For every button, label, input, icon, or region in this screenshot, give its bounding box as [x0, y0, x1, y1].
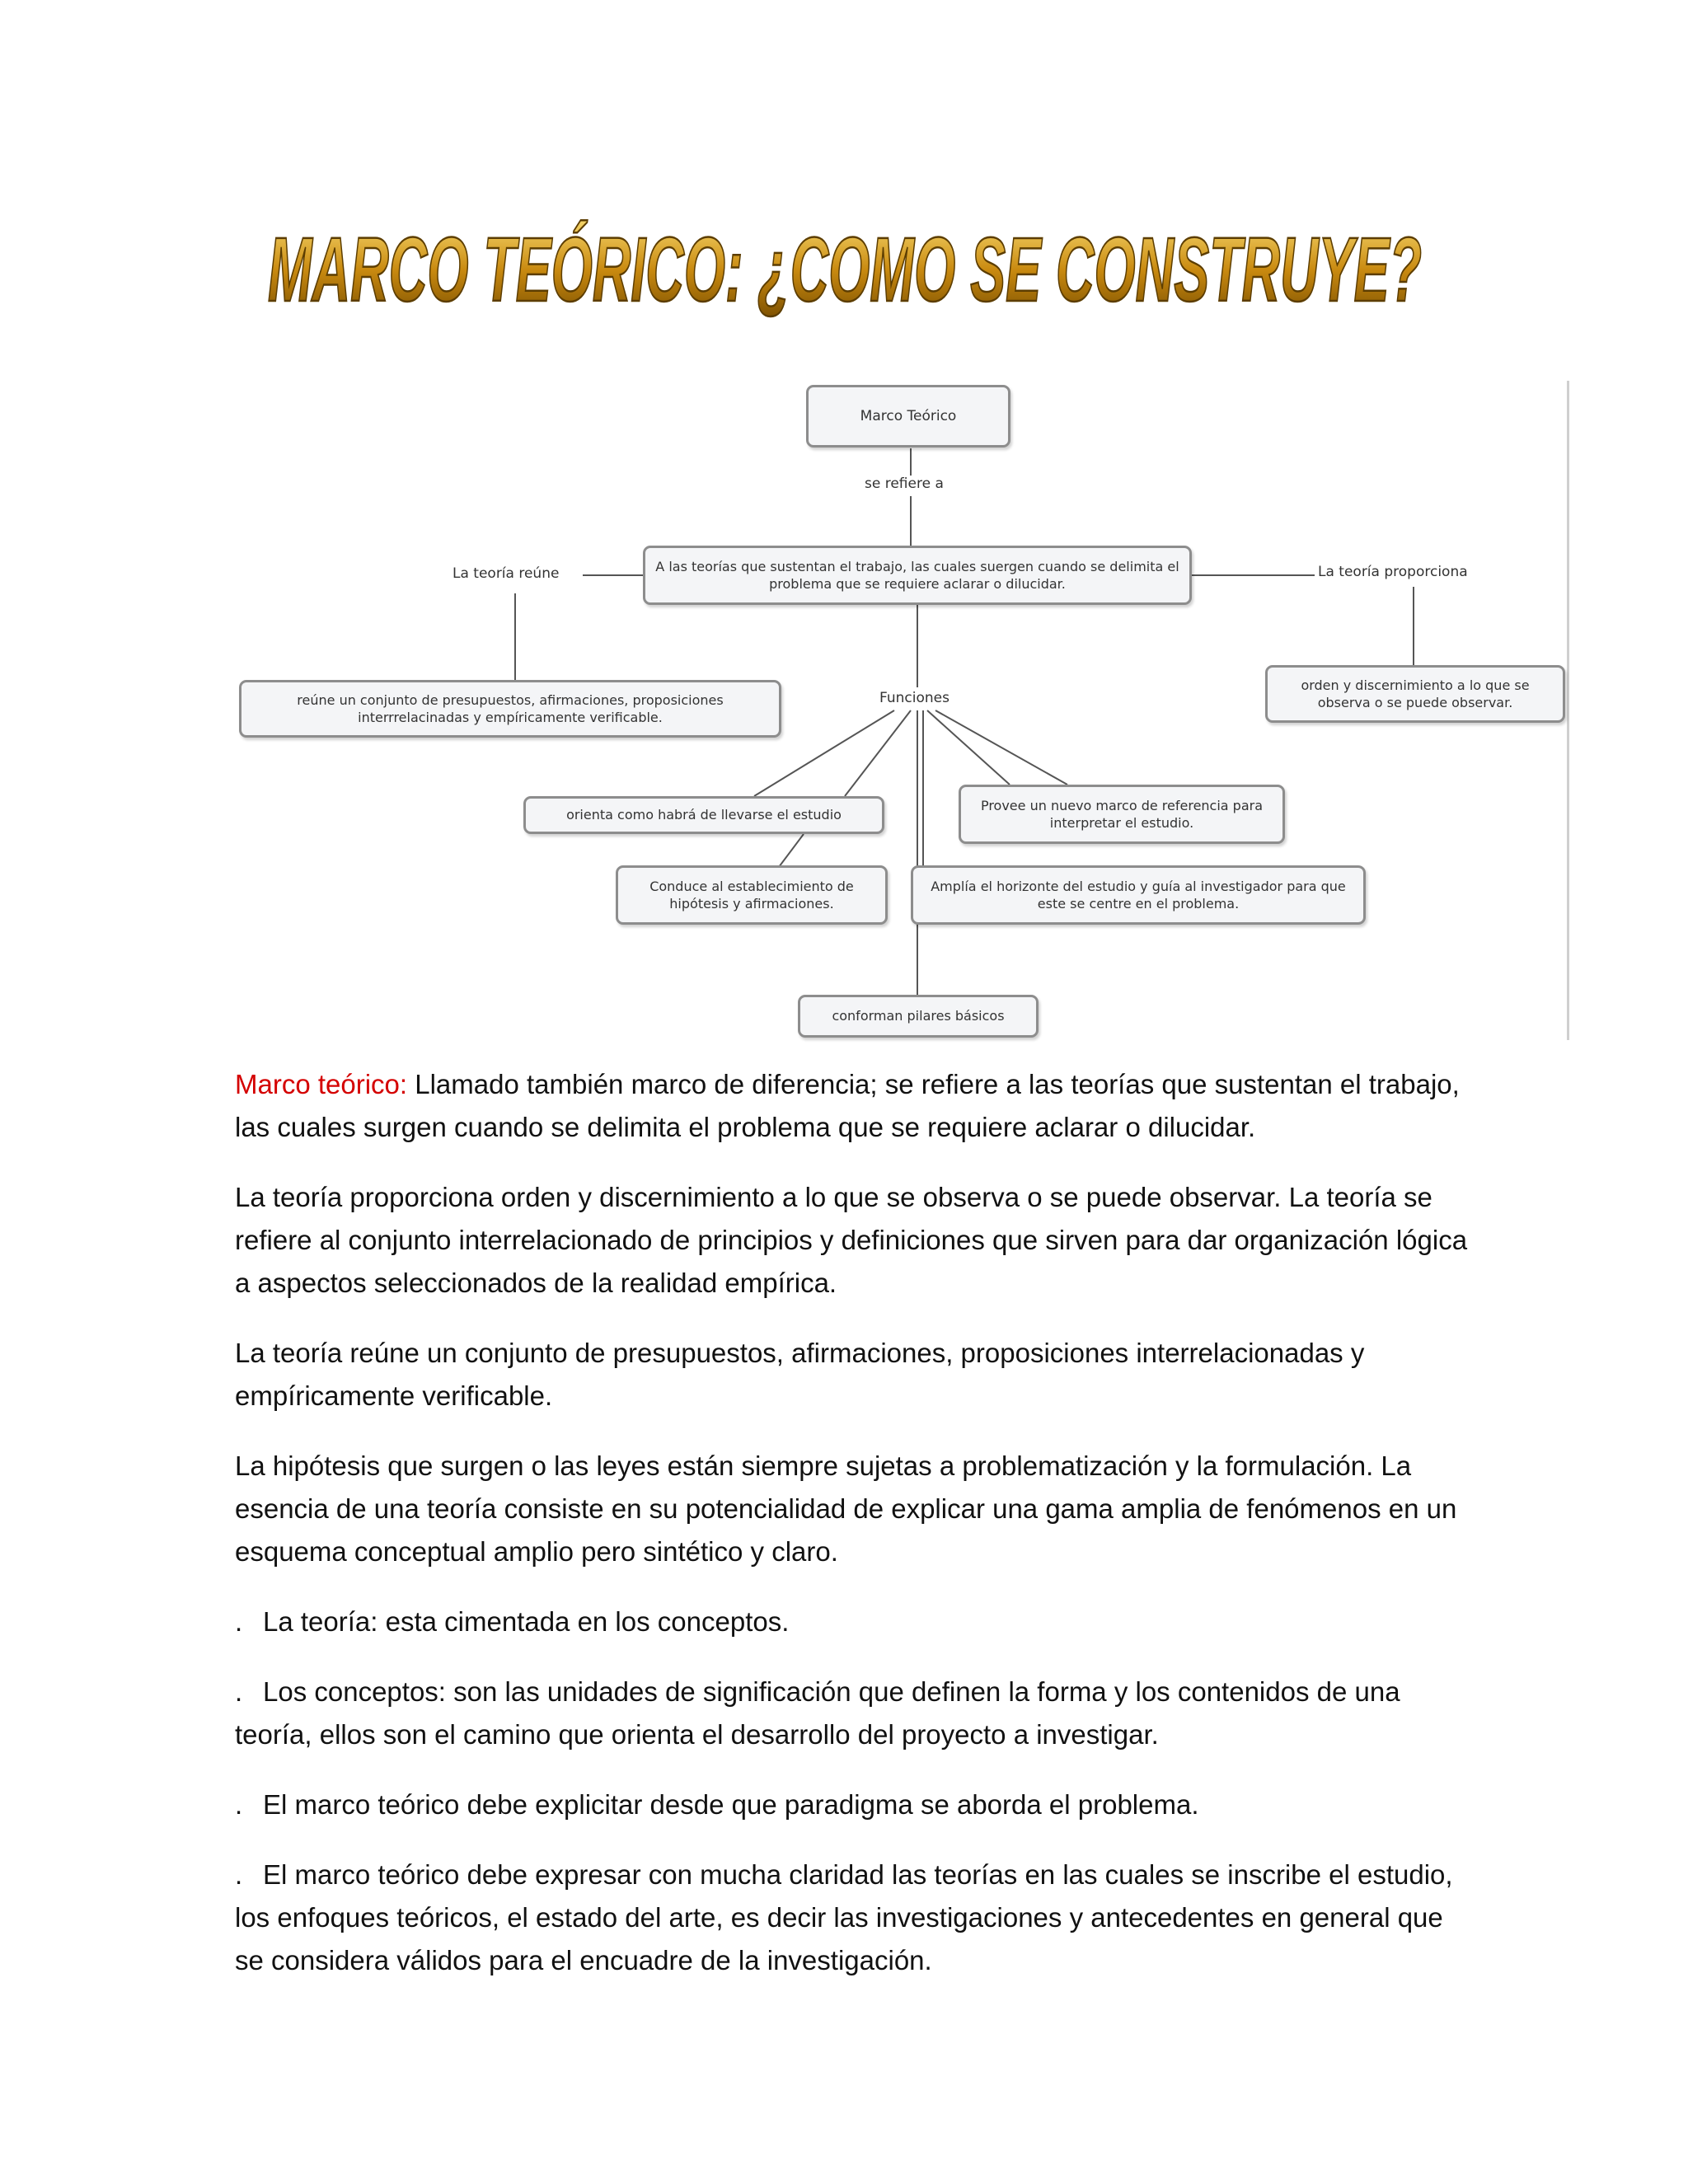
- node-orienta: orienta como habrá de llevarse el estudio: [523, 796, 884, 834]
- bullet-4: [235, 1854, 1471, 1982]
- bullet-2: [235, 1671, 1471, 1756]
- node-main-definition: A las teorías que sustentan el trabajo, las cuales suergen cuando se delimita el problema que se requiere aclarar o dilucidar.: [643, 546, 1192, 605]
- concept-map: [235, 381, 1566, 1040]
- bullet-mark: .: [235, 1789, 243, 1820]
- bullet-3-text: El marco teórico debe explicitar desde que paradigma se aborda el problema.: [263, 1789, 1199, 1820]
- diagram-right-border: [1567, 381, 1569, 1040]
- node-proporciona: orden y discernimiento a lo que se observa o se puede observar.: [1265, 665, 1565, 723]
- paragraph-1: [235, 1063, 1471, 1149]
- bullet-mark: .: [235, 1859, 243, 1890]
- node-provee: Provee un nuevo marco de referencia para interpretar el estudio.: [959, 785, 1285, 844]
- paragraph-1-rest: Llamado también marco de diferencia; se refiere a las teorías que sustentan el trabajo, las cuales surgen cuando se delimita el problema que se requiere aclarar o dilucidar.: [235, 1069, 1460, 1142]
- bullet-3: [235, 1783, 1471, 1826]
- node-conduce: Conduce al establecimiento de hipótesis y afirmaciones.: [616, 865, 888, 925]
- node-amplia: Amplía el horizonte del estudio y guía al investigador para que este se centre en el problema.: [911, 865, 1366, 925]
- line-f-provee-b: [935, 710, 1067, 785]
- label-funciones: Funciones: [876, 690, 953, 706]
- node-marco-teorico: Marco Teórico: [806, 385, 1010, 448]
- node-pilares: conforman pilares básicos: [798, 995, 1039, 1038]
- paragraph-1-lead: Marco teórico:: [235, 1069, 408, 1099]
- label-teoria-proporciona: La teoría proporciona: [1315, 564, 1471, 580]
- bullet-1-text: La teoría: esta cimentada en los conceptos.: [263, 1606, 790, 1637]
- line-f-provee-a: [927, 710, 1010, 785]
- bullet-mark: .: [235, 1676, 243, 1707]
- line-orienta-conduce: [779, 834, 804, 867]
- bullet-1: [235, 1601, 1471, 1643]
- bullet-2-text: Los conceptos: son las unidades de significación que definen la forma y los contenidos de una teoría, ellos son el camino que orienta el desarrollo del proyecto a investigar.: [235, 1676, 1400, 1750]
- title-text: MARCO TEÓRICO: ¿COMO SE CONSTRUYE?: [268, 219, 1422, 321]
- paragraph-3: La teoría reúne un conjunto de presupuestos, afirmaciones, proposiciones interrelacionadas y empíricamente verificable.: [235, 1338, 1365, 1411]
- body-text: [235, 1063, 1471, 2009]
- label-teoria-reune: La teoría reúne: [449, 565, 562, 582]
- paragraph-4: La hipótesis que surgen o las leyes están siempre sujetas a problematización y la formulación. La esencia de una teoría consiste en su potencialidad de explicar una gama amplia de fenómenos en un esquema conceptual amplio pero sintético y claro.: [235, 1451, 1457, 1567]
- line-f-orienta-b: [845, 710, 911, 796]
- title-wordart: [247, 194, 1442, 359]
- bullet-mark: .: [235, 1606, 243, 1637]
- page-title: [247, 194, 1442, 359]
- bullet-4-text: El marco teórico debe expresar con mucha claridad las teorías en las cuales se inscribe el estudio, los enfoques teóricos, el estado del arte, es decir las investigaciones y antecedentes en general que se considera válidos para el encuadre de la investigación.: [235, 1859, 1453, 1975]
- node-reune: reúne un conjunto de presupuestos, afirmaciones, proposiciones interrrelacinadas y empíricamente verificable.: [239, 680, 781, 738]
- paragraph-2: La teoría proporciona orden y discernimiento a lo que se observa o se puede observar. La teoría se refiere al conjunto interrelacionado de principios y definiciones que sirven para dar organización lógica a aspectos seleccionados de la realidad empírica.: [235, 1182, 1468, 1298]
- label-se-refiere: se refiere a: [861, 476, 947, 492]
